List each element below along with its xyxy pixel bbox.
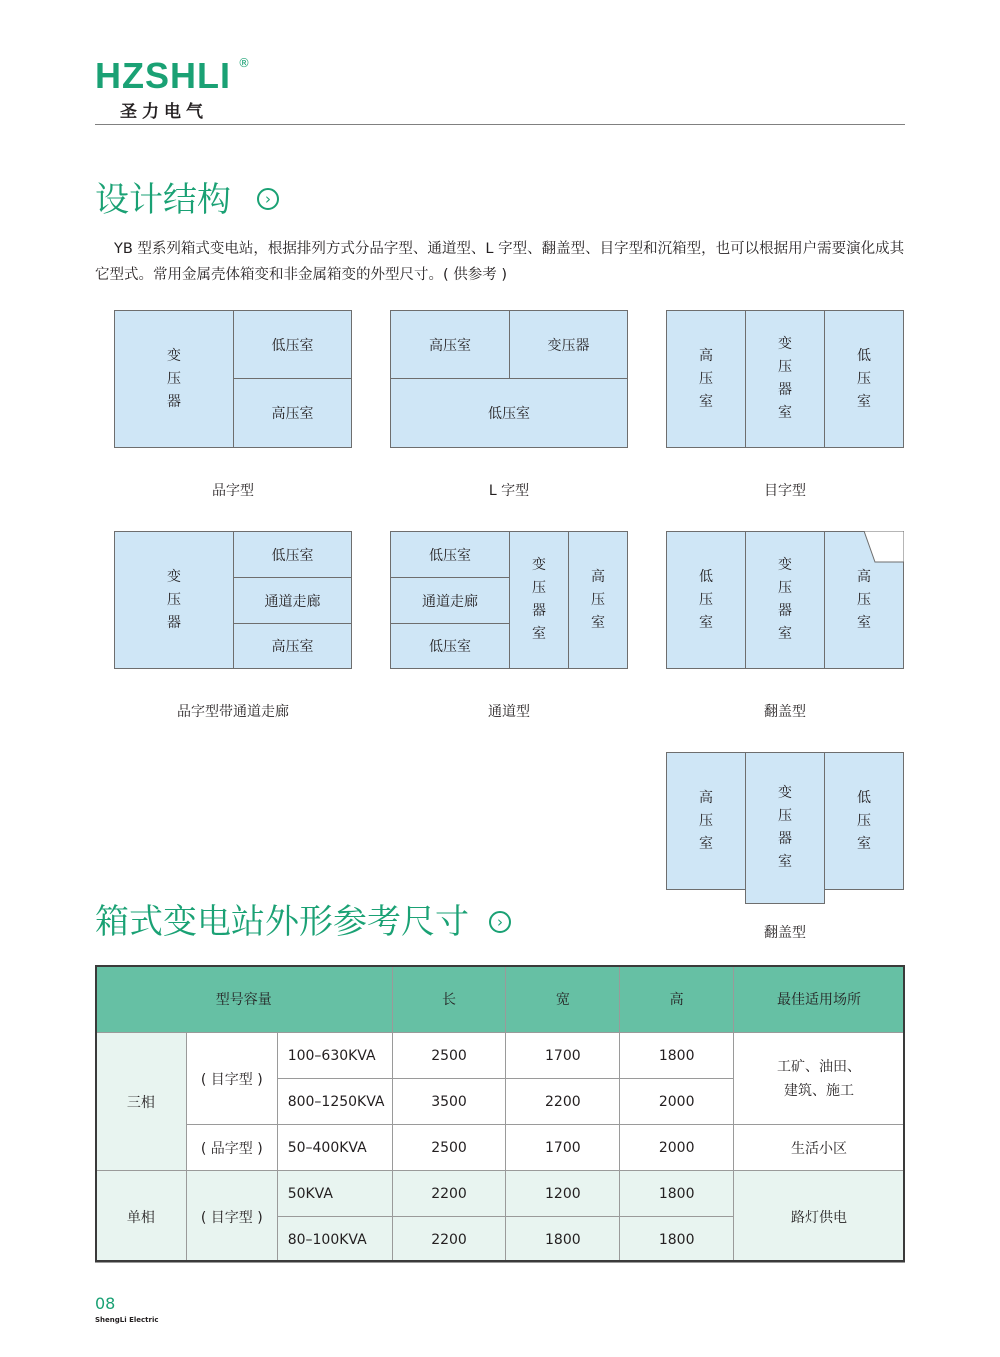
type-cell: ( 品字型 ) <box>186 1125 277 1171</box>
section-title-design: 设计结构 <box>95 180 231 220</box>
phase-cell: 三相 <box>96 1033 187 1171</box>
footer-brand: ShengLi Electric <box>95 1316 159 1324</box>
logo-chinese-name: 圣力电气 <box>120 102 208 122</box>
high-voltage-cell: 高压室 <box>233 623 352 669</box>
header-width: 宽 <box>506 966 620 1033</box>
site-cell: 生活小区 <box>734 1125 905 1171</box>
section-title-dimensions: 箱式变电站外形参考尺寸 <box>95 902 469 942</box>
high-voltage-cell: 高压室 <box>666 752 746 890</box>
diagram-caption: 通道型 <box>488 704 530 720</box>
capacity-cell: 50–400KVA <box>277 1125 392 1171</box>
header-height: 高 <box>620 966 734 1033</box>
table-row <box>96 1033 905 1079</box>
table-header-row <box>96 966 905 1033</box>
width-cell: 1700 <box>506 1033 620 1079</box>
capacity-cell: 80–100KVA <box>277 1217 392 1263</box>
length-cell: 2500 <box>392 1125 506 1171</box>
chevron-right-icon: › <box>257 188 279 210</box>
low-voltage-cell: 低压室 <box>233 310 352 379</box>
low-voltage-cell: 低压室 <box>233 531 352 578</box>
capacity-cell: 100–630KVA <box>277 1033 392 1079</box>
low-voltage-cell: 低压室 <box>390 623 510 669</box>
transformer-cell: 变压器 <box>114 310 234 448</box>
transformer-cell: 变压器 <box>114 531 234 669</box>
height-cell: 1800 <box>620 1033 734 1079</box>
height-cell: 1800 <box>620 1171 734 1217</box>
type-cell: ( 目字型 ) <box>186 1033 277 1125</box>
high-voltage-cell: 高压室 <box>824 531 904 669</box>
phase-cell: 单相 <box>96 1171 187 1263</box>
diagram-muzi <box>666 310 904 448</box>
transformer-cell: 变压器 <box>509 310 628 379</box>
length-cell: 2200 <box>392 1217 506 1263</box>
height-cell: 1800 <box>620 1217 734 1263</box>
diagram-tongdao <box>390 531 628 669</box>
header-length: 长 <box>392 966 506 1033</box>
registered-mark: ® <box>238 56 250 70</box>
transformer-cell: 变压器室 <box>745 531 825 669</box>
diagram-caption: L 字型 <box>488 483 530 499</box>
low-voltage-cell: 低压室 <box>390 531 510 578</box>
diagram-caption: 翻盖型 <box>764 704 806 720</box>
dimensions-table <box>95 965 905 1263</box>
diagram-fangai-1 <box>666 531 904 669</box>
site-cell: 路灯供电 <box>734 1171 905 1263</box>
header-divider <box>95 124 905 125</box>
diagram-pinzi <box>114 310 352 448</box>
low-voltage-cell: 低压室 <box>824 752 904 890</box>
height-cell: 2000 <box>620 1125 734 1171</box>
transformer-cell: 变压器室 <box>509 531 569 669</box>
diagram-caption: 品字型带通道走廊 <box>177 704 289 720</box>
type-cell: ( 目字型 ) <box>186 1171 277 1263</box>
length-cell: 2500 <box>392 1033 506 1079</box>
diagram-fangai-2 <box>666 752 904 904</box>
high-voltage-cell: 高压室 <box>390 310 510 379</box>
height-cell: 2000 <box>620 1079 734 1125</box>
diagram-caption: 目字型 <box>764 483 806 499</box>
transformer-cell: 变压器室 <box>745 310 825 448</box>
diagram-caption: 品字型 <box>212 483 254 499</box>
low-voltage-cell: 低压室 <box>824 310 904 448</box>
header-best-site: 最佳适用场所 <box>734 966 905 1033</box>
logo-wordmark: HZSHLI <box>95 55 231 96</box>
capacity-cell: 50KVA <box>277 1171 392 1217</box>
high-voltage-cell: 高压室 <box>568 531 628 669</box>
capacity-cell: 800–1250KVA <box>277 1079 392 1125</box>
width-cell: 1700 <box>506 1125 620 1171</box>
table-row <box>96 1125 905 1171</box>
chevron-right-icon: › <box>489 911 511 933</box>
table-row <box>96 1171 905 1217</box>
high-voltage-cell: 高压室 <box>233 378 352 448</box>
high-voltage-cell: 高压室 <box>666 310 746 448</box>
header-model-capacity: 型号容量 <box>96 966 393 1033</box>
diagram-pinzi-corridor <box>114 531 352 669</box>
width-cell: 1800 <box>506 1217 620 1263</box>
low-voltage-cell: 低压室 <box>390 378 628 448</box>
page-number: 08 <box>95 1294 116 1313</box>
corner-cut-mark <box>864 531 904 563</box>
width-cell: 2200 <box>506 1079 620 1125</box>
corridor-cell: 通道走廊 <box>390 577 510 624</box>
diagram-l-shape <box>390 310 628 448</box>
low-voltage-cell: 低压室 <box>666 531 746 669</box>
intro-paragraph: YB 型系列箱式变电站，根据排列方式分品字型、通道型、L 字型、翻盖型、目字型和沉箱型，也可以根据用户需要演化成其它型式。常用金属壳体箱变和非金属箱变的外型尺寸。( 供参考 ) <box>95 241 905 283</box>
corridor-cell: 通道走廊 <box>233 577 352 624</box>
length-cell: 3500 <box>392 1079 506 1125</box>
transformer-cell: 变压器室 <box>745 752 825 904</box>
length-cell: 2200 <box>392 1171 506 1217</box>
site-cell: 工矿、油田、建筑、施工 <box>734 1033 905 1125</box>
width-cell: 1200 <box>506 1171 620 1217</box>
diagram-caption: 翻盖型 <box>764 925 806 941</box>
